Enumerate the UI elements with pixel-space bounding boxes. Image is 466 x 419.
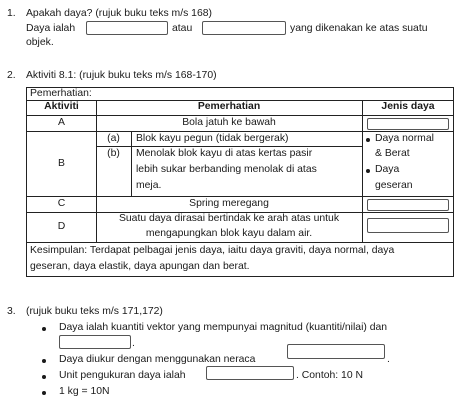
row-b-sub-a-text: Blok kayu pegun (tidak bergerak)	[136, 133, 289, 144]
row-b-force2-line2: geseran	[375, 180, 413, 191]
q3-bullet2-end: .	[387, 354, 390, 365]
q1-line3: objek.	[26, 37, 54, 48]
row-d-line1: Suatu daya dirasai bertindak ke arah atas untuk	[118, 213, 340, 224]
row-b-sub-a-label: (a)	[107, 133, 120, 144]
bullet-icon	[42, 359, 46, 363]
bullet-icon	[366, 138, 370, 142]
table-rule	[27, 196, 453, 197]
conclusion-line1: Kesimpulan: Terdapat pelbagai jenis daya, iaitu daya graviti, daya normal, daya	[30, 245, 395, 256]
row-a-label: A	[58, 117, 65, 128]
q3-bullet2-start: Daya diukur dengan menggunakan neraca	[59, 354, 256, 365]
q3-bullet4: 1 kg = 10N	[59, 386, 110, 397]
conclusion-line2: geseran, daya elastik, daya apungan dan berat.	[30, 261, 250, 272]
q3-bullet1-line1: Daya ialah kuantiti vektor yang mempunyai magnitud (kuantiti/nilai) dan	[59, 322, 388, 333]
q3-answer-box-3[interactable]	[206, 366, 294, 380]
table-rule	[27, 242, 453, 243]
table-rule	[96, 146, 362, 147]
bullet-icon	[42, 375, 46, 379]
row-d-label: D	[57, 221, 66, 232]
header-pemerhatian: Pemerhatian	[197, 101, 261, 112]
row-b-sub-b-line1: Menolak blok kayu di atas kertas pasir	[136, 148, 313, 159]
q2-number: 2.	[7, 70, 16, 81]
row-b-label: B	[58, 158, 65, 169]
bullet-icon	[42, 391, 46, 395]
q3-bullet3-end: . Contoh: 10 N	[296, 370, 364, 381]
row-b-force1-line2: & Berat	[375, 148, 410, 159]
q1-answer-box-1[interactable]	[86, 21, 168, 35]
q1-line2-end: yang dikenakan ke atas suatu	[290, 23, 428, 34]
row-c-answer-box[interactable]	[367, 199, 449, 211]
row-a-observation: Bola jatuh ke bawah	[182, 117, 276, 128]
q3-bullet3-start: Unit pengukuran daya ialah	[59, 370, 186, 381]
row-a-answer-box[interactable]	[367, 118, 449, 130]
q1-line2-start: Daya ialah	[26, 23, 76, 34]
row-b-sub-b-line3: meja.	[136, 180, 162, 191]
q3-number: 3.	[7, 306, 16, 317]
table-rule	[131, 131, 132, 196]
row-b-force1-line1: Daya normal	[375, 133, 434, 144]
q1-answer-box-2[interactable]	[202, 21, 286, 35]
header-aktiviti: Aktiviti	[44, 101, 79, 112]
q1-number: 1.	[7, 8, 16, 19]
header-jenis-daya: Jenis daya	[381, 101, 435, 112]
row-d-answer-box[interactable]	[367, 218, 449, 233]
row-c-label: C	[57, 198, 66, 209]
row-b-sub-b-line2: lebih sukar berbanding menolak di atas	[136, 164, 317, 175]
q1-question: Apakah daya? (rujuk buku teks m/s 168)	[26, 8, 212, 19]
table-caption: Pemerhatian:	[30, 88, 92, 99]
q2-title: Aktiviti 8.1: (rujuk buku teks m/s 168-170)	[26, 70, 217, 81]
q1-line2-mid: atau	[172, 23, 193, 34]
table-rule	[362, 100, 363, 242]
q3-title: (rujuk buku teks m/s 171,172)	[26, 306, 163, 317]
q3-bullet1-line2-end: .	[132, 338, 135, 349]
bullet-icon	[366, 169, 370, 173]
row-c-observation: Spring meregang	[189, 198, 269, 209]
row-b-force2-line1: Daya	[375, 164, 400, 175]
row-b-sub-b-label: (b)	[107, 148, 120, 159]
bullet-icon	[42, 327, 46, 331]
q3-answer-box-2[interactable]	[287, 344, 385, 359]
observation-table	[26, 87, 454, 277]
table-rule	[27, 115, 453, 116]
row-d-line2: mengapungkan blok kayu dalam air.	[145, 228, 313, 239]
table-rule	[27, 131, 453, 132]
q3-answer-box-1[interactable]	[59, 335, 131, 349]
